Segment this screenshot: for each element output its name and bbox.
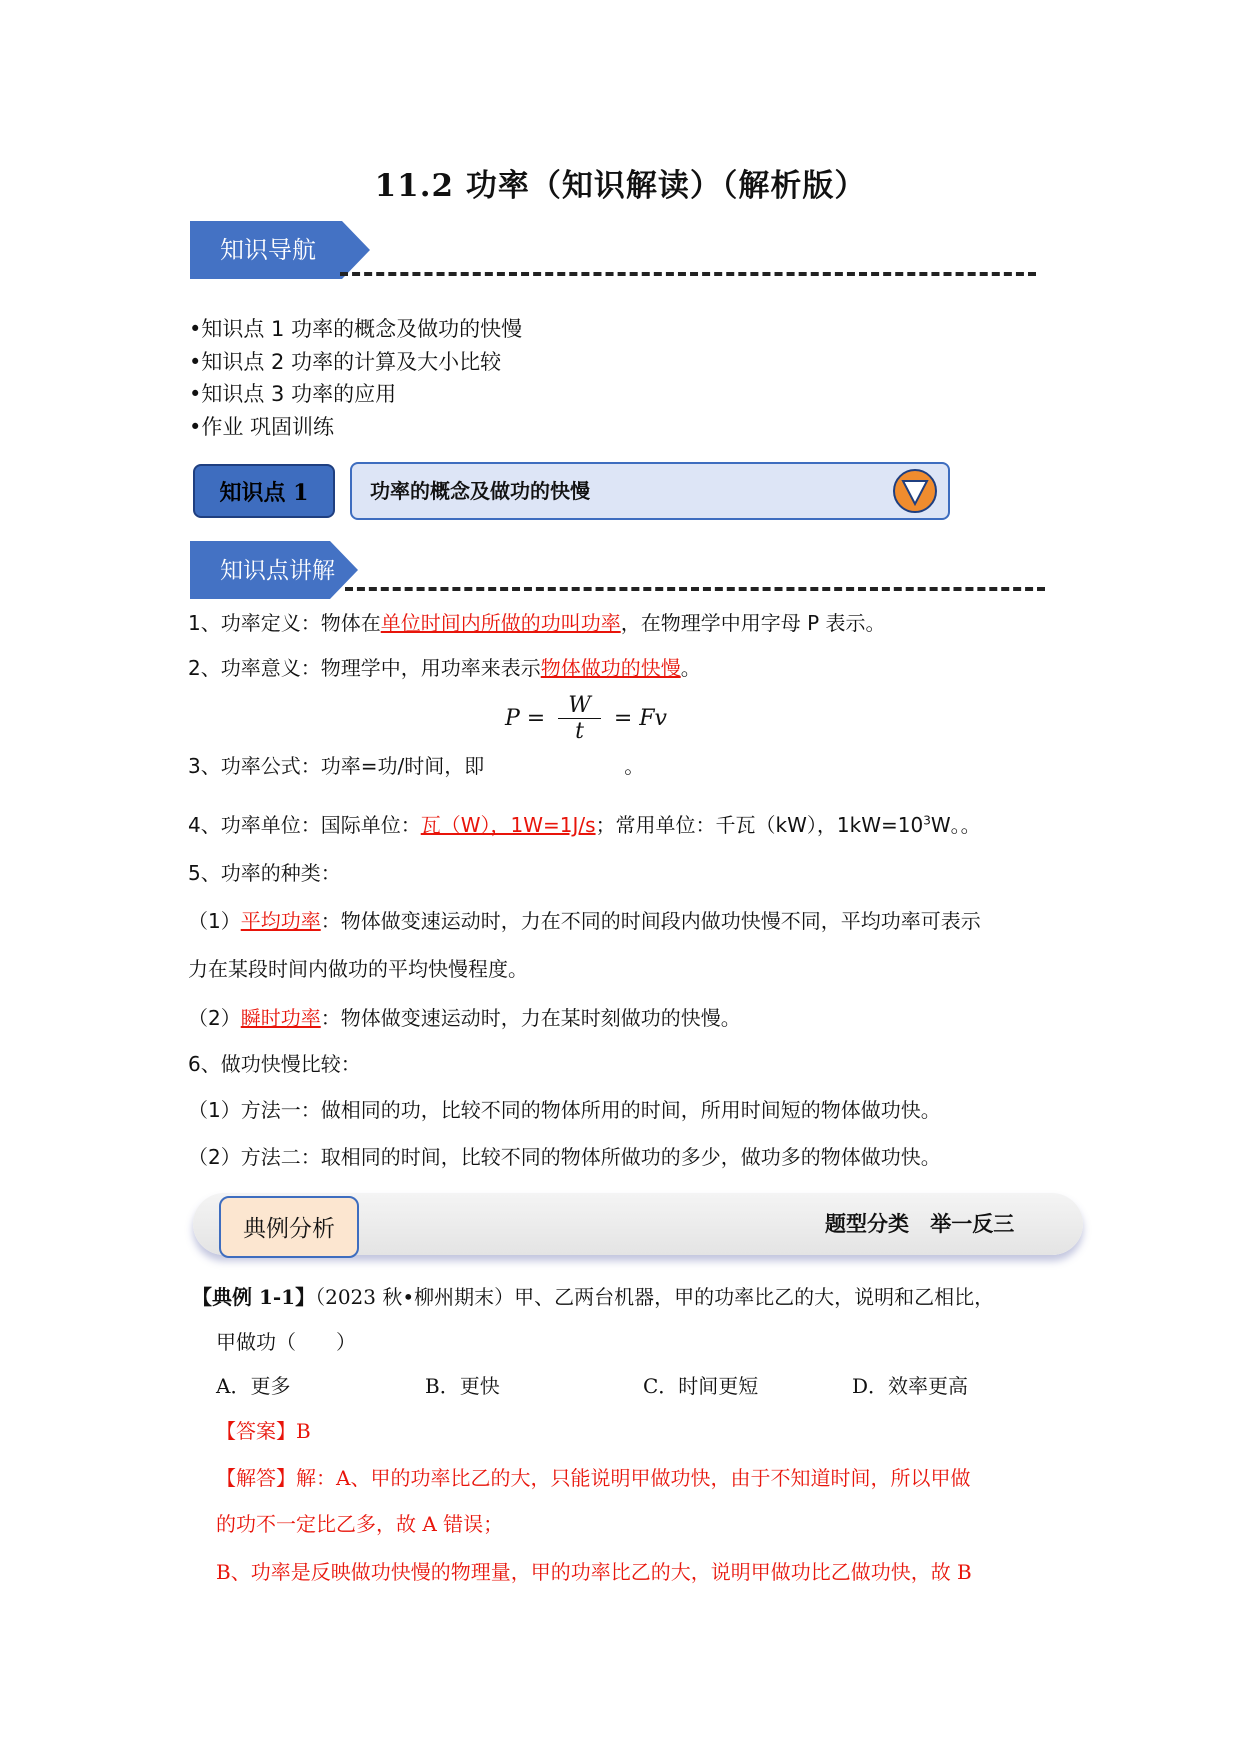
- example-solution-b: B、功率是反映做功快慢的物理量，甲的功率比乙的大，说明甲做功比乙做功快，故 B: [216, 1560, 972, 1584]
- section-divider: [345, 587, 1045, 591]
- example-answer: 【答案】B: [216, 1419, 311, 1443]
- collapse-triangle-icon[interactable]: [892, 468, 938, 514]
- power-formula: P = $\frac{W}{t}$ = Fv: [505, 693, 667, 744]
- nav-item[interactable]: •知识点 2 功率的计算及大小比较: [189, 349, 502, 374]
- highlight-unit: 瓦（W），1W=1J/s: [420, 813, 596, 837]
- explain-section-label: 知识点讲解: [220, 558, 335, 584]
- section-divider: [340, 272, 1036, 276]
- highlight-instant-power: 瞬时功率: [240, 1006, 321, 1030]
- point-5-1-cont: 力在某段时间内做功的平均快慢程度。: [188, 957, 528, 981]
- example-header-right: 题型分类 举一反三: [825, 1211, 1015, 1236]
- nav-item[interactable]: •作业 巩固训练: [189, 414, 335, 439]
- explain-section-tag: [190, 541, 358, 599]
- option-b[interactable]: B．更快: [425, 1374, 500, 1398]
- point-4: 4、功率单位：国际单位：瓦（W），1W=1J/s；常用单位：千瓦（kW），$1kW=10^3W$。。: [188, 813, 981, 837]
- example-solution: 【解答】解：A、甲的功率比乙的大，只能说明甲做功快，由于不知道时间，所以甲做: [216, 1466, 971, 1490]
- example-header-label: 典例分析: [219, 1196, 359, 1258]
- option-d[interactable]: D．效率更高: [852, 1374, 969, 1398]
- point-5-1: （1）平均功率：物体做变速运动时，力在不同的时间段内做功快慢不同，平均功率可表示: [188, 909, 981, 933]
- highlight-definition: 单位时间内所做的功叫功率: [380, 611, 621, 635]
- formula-fraction: $\frac{W}{t}$: [558, 693, 601, 744]
- point-5-2: （2）瞬时功率：物体做变速运动时，力在某时刻做功的快慢。: [188, 1006, 741, 1030]
- nav-section-label: 知识导航: [220, 236, 316, 264]
- nav-section-tag: [190, 221, 370, 279]
- example-solution-cont: 的功不一定比乙多，故 A 错误；: [216, 1512, 504, 1536]
- knowledge-point-badge: 知识点 1: [193, 464, 335, 518]
- highlight-average-power: 平均功率: [240, 909, 321, 933]
- nav-item[interactable]: •知识点 1 功率的概念及做功的快慢: [189, 317, 523, 341]
- knowledge-nav-list: [189, 313, 522, 443]
- option-a[interactable]: A．更多: [216, 1374, 291, 1398]
- option-c[interactable]: C．时间更短: [643, 1374, 759, 1398]
- highlight-meaning: 物体做功的快慢: [540, 656, 681, 680]
- point-6-2: （2）方法二：取相同的时间，比较不同的物体所做功的多少，做功多的物体做功快。: [188, 1145, 941, 1169]
- point-2: 2、功率意义：物理学中，用功率来表示物体做功的快慢。: [188, 656, 701, 680]
- point-3: 3、功率公式：功率=功/时间，即 。: [188, 754, 645, 778]
- nav-item[interactable]: •知识点 3 功率的应用: [189, 382, 397, 406]
- knowledge-point-title: 功率的概念及做功的快慢: [370, 479, 590, 503]
- knowledge-point-title-box: [350, 462, 950, 520]
- point-1: 1、功率定义：物体在单位时间内所做的功叫功率，在物理学中用字母 P 表示。: [188, 611, 886, 635]
- example-stem-cont: 甲做功（ ）: [216, 1330, 356, 1354]
- point-5: 5、功率的种类：: [188, 861, 341, 885]
- example-stem: 【典例 1-1】（2023 秋•柳州期末）甲、乙两台机器，甲的功率比乙的大，说明和乙相比，: [192, 1285, 995, 1309]
- point-6-1: （1）方法一：做相同的功，比较不同的物体所用的时间，所用时间短的物体做功快。: [188, 1098, 941, 1122]
- point-6: 6、做功快慢比较：: [188, 1052, 361, 1076]
- page-title: 11.2 功率（知识解读）（解析版）: [374, 168, 867, 204]
